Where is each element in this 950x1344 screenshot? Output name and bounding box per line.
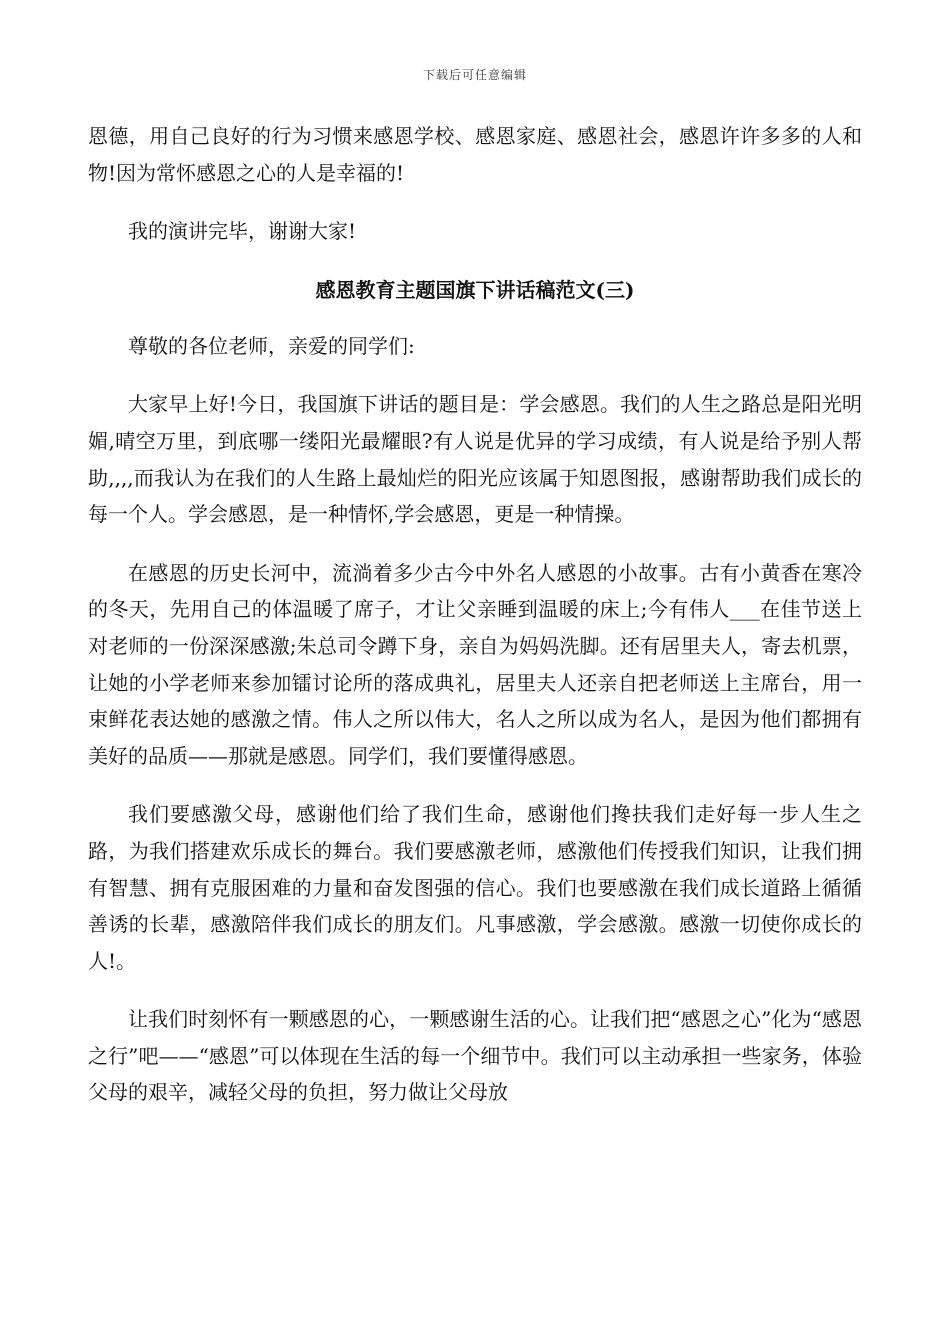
paragraph-intro: 大家早上好!今日，我国旗下讲话的题目是：学会感恩。我们的人生之路总是阳光明媚,晴空万里，到底哪一缕阳光最耀眼?有人说是优异的学习成绩，有人说是给予别人帮助,,,,而我认为在我们的人生路上最灿烂的阳光应该属于知恩图报，感谢帮助我们成长的每一个人。学会感恩，是一种情怀,学会感恩，更是一种情操。 <box>88 392 862 527</box>
page-header-note: 下载后可任意编辑 <box>422 68 527 82</box>
paragraph-greeting: 尊敬的各位老师，亲爱的同学们: <box>128 333 415 358</box>
paragraph-gratitude: 我们要感激父母，感谢他们给了我们生命，感谢他们搀扶我们走好每一步人生之路，为我们搭建欢乐成长的舞台。我们要感激老师，感激他们传授我们知识，让我们拥有智慧、拥有克服困难的力量和奋发图强的信心。我们也要感激在我们成长道路上循循善诱的长辈，感激陪伴我们成长的朋友们。凡事感激，学会感激。感激一切使你成长的人!。 <box>88 802 862 973</box>
document-body <box>88 118 862 1133</box>
paragraph-continuation: 恩德，用自己良好的行为习惯来感恩学校、感恩家庭、感恩社会，感恩许许多多的人和物!因为常怀感恩之心的人是幸福的! <box>88 124 862 185</box>
paragraph-action: 让我们时刻怀有一颗感恩的心，一颗感谢生活的心。让我们把“感恩之心”化为“感恩之行”吧——“感恩”可以体现在生活的每一个细节中。我们可以主动承担一些家务，体验父母的艰辛，减轻父母的负担，努力做让父母放 <box>88 1007 862 1105</box>
paragraph-closing: 我的演讲完毕，谢谢大家! <box>128 219 357 244</box>
paragraph-history: 在感恩的历史长河中，流淌着多少古今中外名人感恩的小故事。古有小黄香在寒冷的冬天，先用自己的体温暖了席子，才让父亲睡到温暖的床上;今有伟人___在佳节送上对老师的一份深深感激;朱总司令蹲下身，亲自为妈妈洗脚。还有居里夫人，寄去机票，让她的小学老师来参加镭讨论所的落成典礼，居里夫人还亲自把老师送上主席台，用一束鲜花表达她的感激之情。伟人之所以伟大，名人之所以成为名人，是因为他们都拥有美好的品质——那就是感恩。同学们，我们要懂得感恩。 <box>88 560 862 768</box>
section-title: 感恩教育主题国旗下讲话稿范文(三) <box>315 277 635 302</box>
